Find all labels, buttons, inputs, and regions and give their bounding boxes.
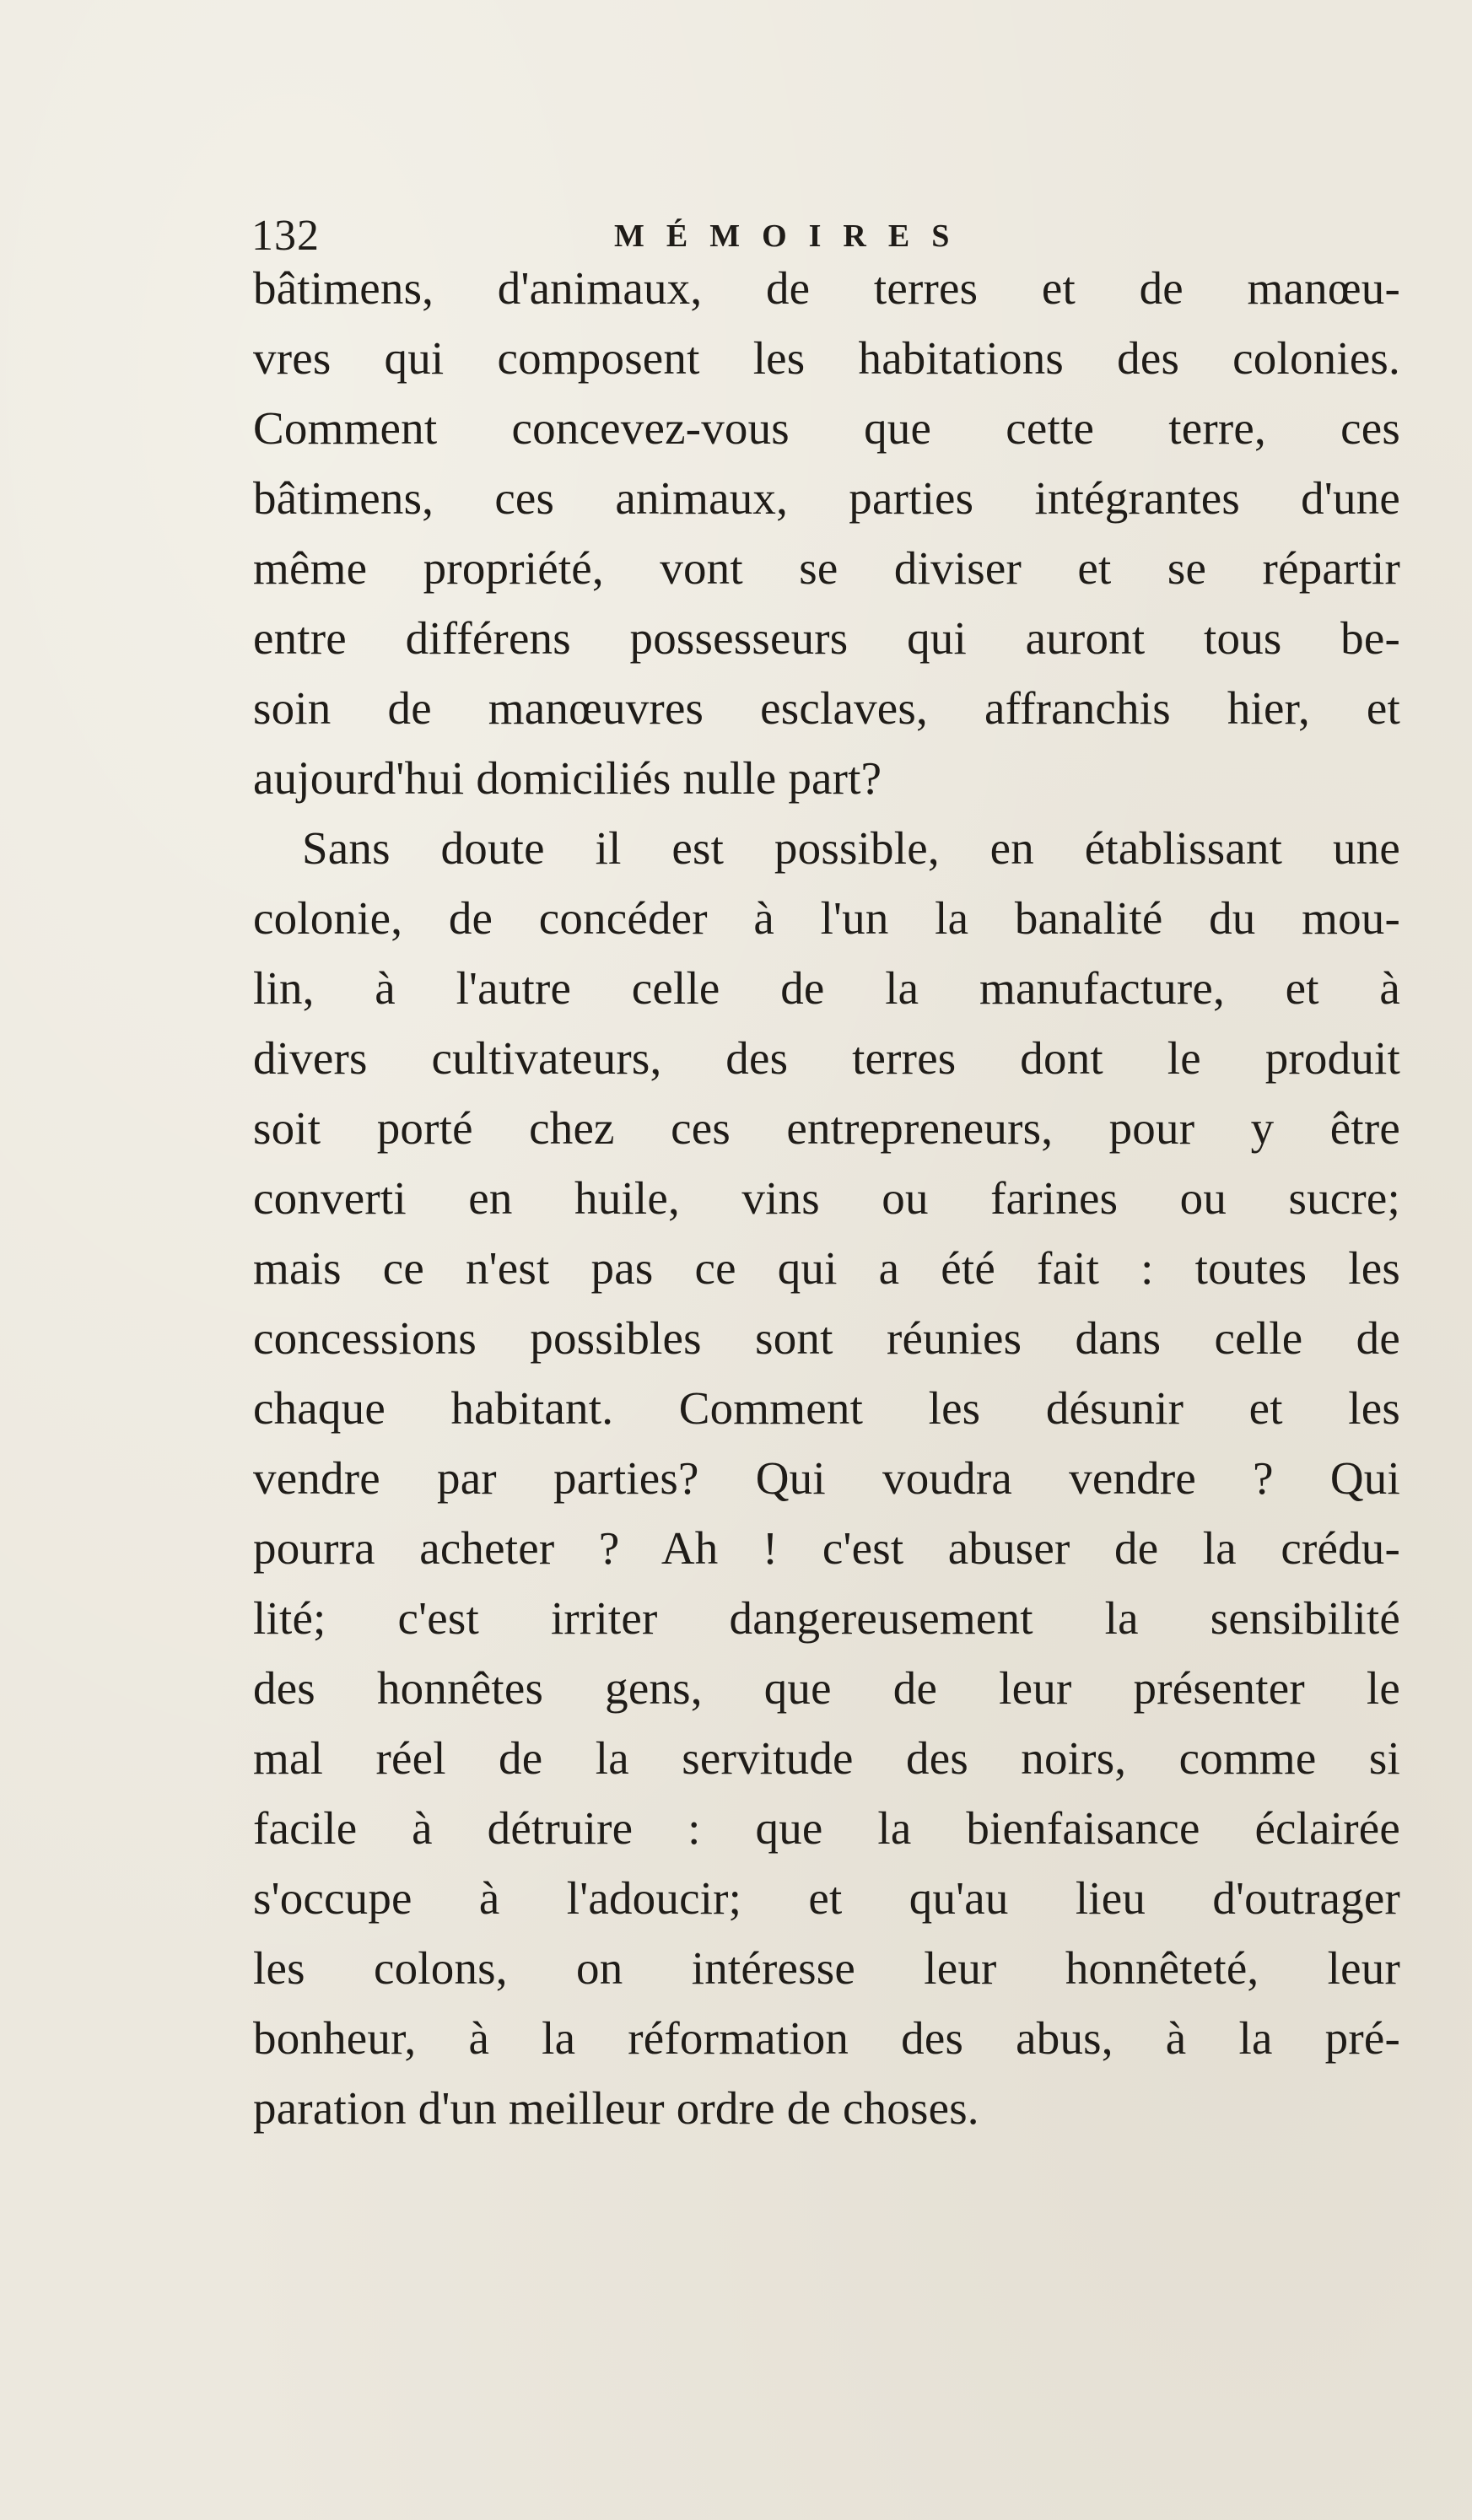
text-line: bâtimens, ces animaux, parties intégrantes d'une: [253, 472, 1400, 524]
text-line: concessions possibles sont réunies dans celle de: [253, 1312, 1400, 1364]
text-line: soin de manœuvres esclaves, affranchis hier, et: [253, 682, 1400, 734]
running-title: MÉMOIRES: [614, 218, 972, 254]
text-line: mal réel de la servitude des noirs, comme si: [253, 1732, 1400, 1784]
text-line: même propriété, vont se diviser et se répartir: [253, 542, 1400, 594]
body-text: [253, 253, 1400, 2143]
text-line: lité; c'est irriter dangereusement la sensibilité: [253, 1592, 1400, 1644]
text-line: vres qui composent les habitations des colonies.: [253, 332, 1400, 384]
text-line: les colons, on intéresse leur honnêteté, leur: [253, 1942, 1400, 1994]
text-line: chaque habitant. Comment les désunir et les: [253, 1382, 1400, 1434]
text-line: vendre par parties? Qui voudra vendre ? Qui: [253, 1452, 1400, 1504]
text-line: s'occupe à l'adoucir; et qu'au lieu d'outrager: [253, 1872, 1400, 1924]
text-line: aujourd'hui domiciliés nulle part?: [253, 752, 882, 804]
text-line: lin, à l'autre celle de la manufacture, et à: [253, 962, 1400, 1014]
text-line: paration d'un meilleur ordre de choses.: [253, 2082, 979, 2134]
text-line: Sans doute il est possible, en établissant une: [302, 822, 1400, 874]
text-line: facile à détruire : que la bienfaisance éclairée: [253, 1802, 1400, 1854]
text-line: converti en huile, vins ou farines ou sucre;: [253, 1172, 1400, 1224]
text-line: bonheur, à la réformation des abus, à la pré-: [253, 2012, 1400, 2064]
text-line: bâtimens, d'animaux, de terres et de manœu-: [253, 262, 1400, 314]
page-number: 132: [251, 212, 320, 260]
paragraph-2: [253, 813, 1400, 2143]
text-line: entre différens possesseurs qui auront tous be-: [253, 612, 1400, 664]
text-line: colonie, de concéder à l'un la banalité du mou-: [253, 892, 1400, 944]
text-line: mais ce n'est pas ce qui a été fait : toutes les: [253, 1242, 1400, 1294]
text-line: Comment concevez-vous que cette terre, ces: [253, 402, 1400, 454]
text-line: divers cultivateurs, des terres dont le produit: [253, 1032, 1400, 1084]
paragraph-1: [253, 253, 1400, 813]
text-line: pourra acheter ? Ah ! c'est abuser de la crédu-: [253, 1522, 1400, 1574]
text-line: soit porté chez ces entrepreneurs, pour y être: [253, 1102, 1400, 1154]
text-line: des honnêtes gens, que de leur présenter le: [253, 1662, 1400, 1714]
